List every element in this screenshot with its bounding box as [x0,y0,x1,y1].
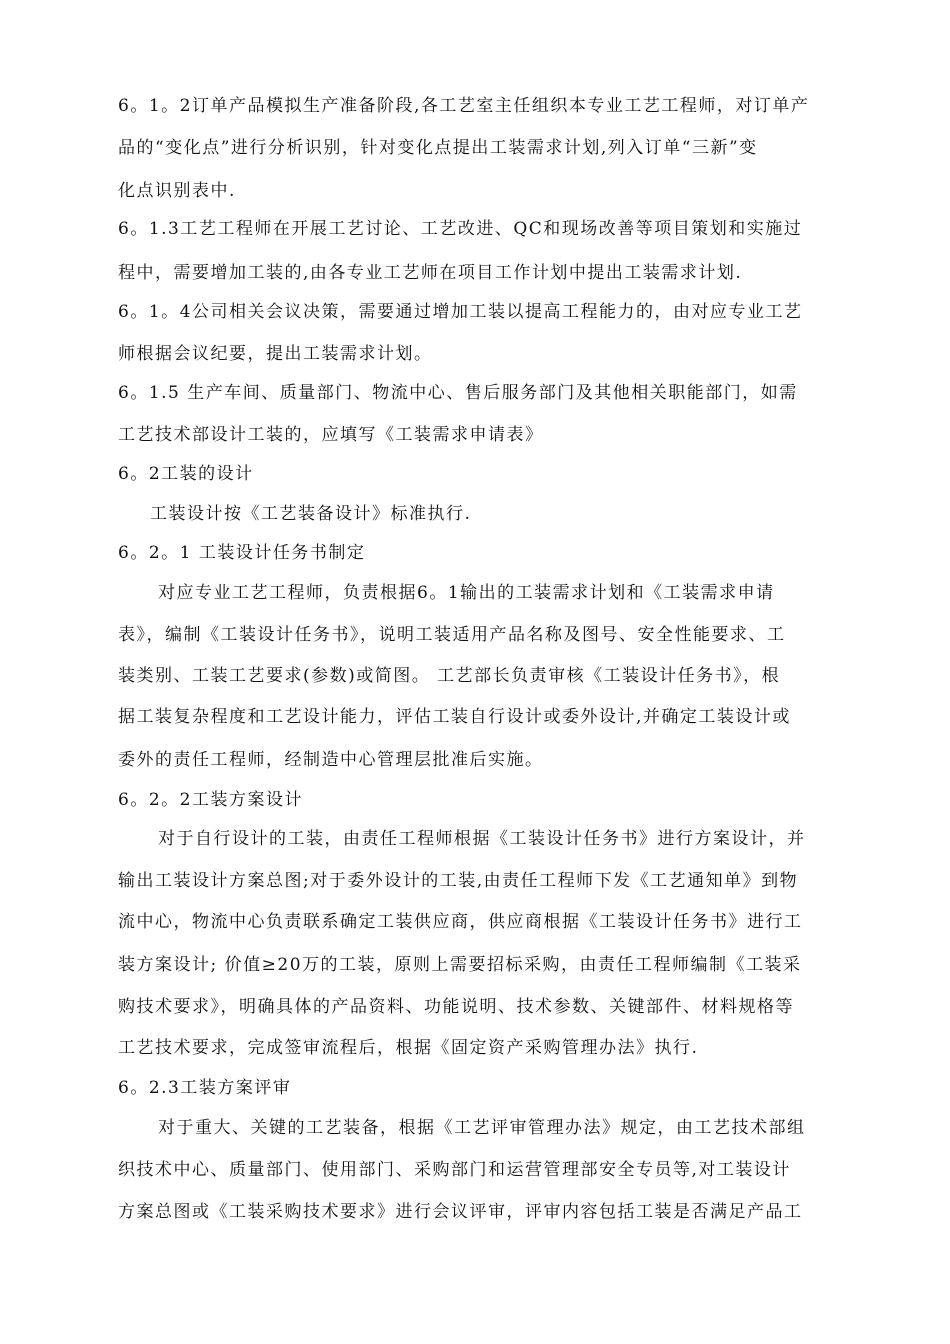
text-line: 委外的责任工程师，经制造中心管理层批准后实施。 [118,750,544,770]
text-line: 购技术要求》，明确具体的产品资料、功能说明、技术参数、关键部件、材料规格等 [118,997,794,1017]
text-line: 工装设计按《工艺装备设计》标准执行. [150,504,472,524]
text-line: 据工装复杂程度和工艺设计能力，评估工装自行设计或委外设计,并确定工装设计或 [118,707,791,727]
section-heading: 6。2工装的设计 [118,464,254,484]
text-line: 方案总图或《工装采购技术要求》进行会议评审，评审内容包括工装是否满足产品工 [118,1202,803,1222]
text-line: 工艺技术要求，完成签审流程后，根据《固定资产采购管理办法》执行. [118,1038,699,1058]
section-heading: 6。2.3工装方案评审 [118,1078,292,1098]
text-line: 化点识别表中. [118,181,236,201]
section-heading: 6。2。2工装方案设计 [118,790,303,810]
text-line: 输出工装设计方案总图;对于委外设计的工装,由责任工程师下发《工艺通知单》到物 [118,871,799,891]
text-line: 6。1。4公司相关会议决策，需要通过增加工装以提高工程能力的，由对应专业工艺 [118,302,803,322]
text-line: 6。1.3工艺工程师在开展工艺讨论、工艺改进、QC和现场改善等项目策划和实施过 [118,219,803,239]
text-line: 6。1.5 生产车间、质量部门、物流中心、售后服务部门及其他相关职能部门，如需 [118,383,798,403]
section-heading: 6。2。1 工装设计任务书制定 [118,543,366,563]
text-line: 工艺技术部设计工装的，应填写《工装需求申请表》 [118,425,544,445]
text-line: 对应专业工艺工程师，负责根据6。1输出的工装需求计划和《工装需求申请 [158,583,775,603]
text-line: 织技术中心、质量部门、使用部门、采购部门和运营管理部安全专员等,对工装设计 [118,1160,791,1180]
text-line: 装类别、工装工艺要求(参数)或简图。 工艺部长负责审核《工装设计任务书》，根 [118,666,781,686]
text-line: 品的“变化点”进行分析识别，针对变化点提出工装需求计划,列入订单“三新”变 [118,138,758,158]
text-line: 对于重大、关键的工艺装备，根据《工艺评审管理办法》规定，由工艺技术部组 [158,1118,806,1138]
text-line: 程中，需要增加工装的,由各专业工艺师在项目工作计划中提出工装需求计划. [118,263,743,283]
text-line: 流中心，物流中心负责联系确定工装供应商，供应商根据《工装设计任务书》进行工 [118,912,803,932]
text-line: 对于自行设计的工装，由责任工程师根据《工装设计任务书》进行方案设计，并 [158,829,806,849]
text-line: 6。1。2订单产品模拟生产准备阶段,各工艺室主任组织本专业工艺工程师，对订单产 [118,96,810,116]
text-line: 师根据会议纪要，提出工装需求计划。 [118,344,433,364]
text-line: 装方案设计; 价值≥20万的工装，原则上需要招标采购，由责任工程师编制《工装采 [118,955,802,975]
text-line: 表》，编制《工装设计任务书》，说明工装适用产品名称及图号、安全性能要求、工 [118,625,786,645]
